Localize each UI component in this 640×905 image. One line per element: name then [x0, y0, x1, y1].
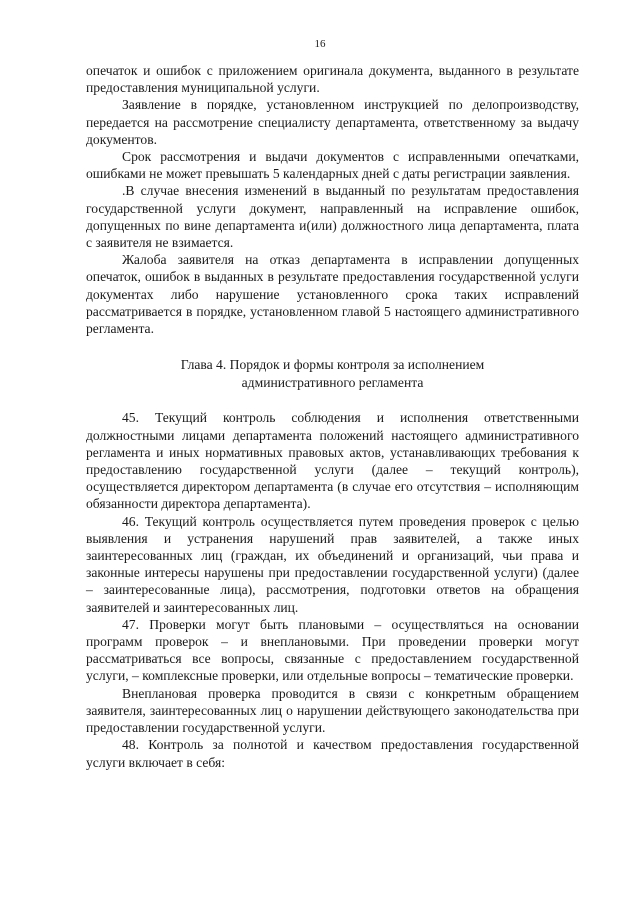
- paragraph: .В случае внесения изменений в выданный по результатам предоставления государственной услуги документ, направленный на исправление ошибок, допущенных по вине департамента и(или) должностного лица департамента, плата с заявителя не взимается.: [86, 183, 579, 251]
- chapter-heading-line: Глава 4. Порядок и формы контроля за исполнением: [180, 357, 485, 373]
- paragraph: Внеплановая проверка проводится в связи с конкретным обращением заявителя, заинтересованных лиц о нарушении действующего законодательства при предоставлении государственной услуги.: [86, 685, 579, 736]
- page-number: 16: [314, 38, 326, 50]
- paragraph: 46. Текущий контроль осуществляется путем проведения проверок с целью выявления и устранения нарушений прав заявителей, а также иных заинтересованных лиц (граждан, их объединений и организаций, чьи права и законные интересы нарушены при предоставлении государственной услуги) (далее – заинтересованные лица), рассмотрения, подготовки ответов на обращения заявителей и заинтересованных лиц.: [86, 513, 579, 615]
- paragraph: Жалоба заявителя на отказ департамента в исправлении допущенных опечаток, ошибок в выданных в результате предоставления государственной услуги документах либо нарушение установленного срока таких исправлений рассматривается в порядке, установленном главой 5 настоящего административного регламента.: [86, 252, 579, 337]
- paragraph: опечаток и ошибок с приложением оригинала документа, выданного в результате предоставления муниципальной услуги.: [86, 63, 579, 96]
- document-body: [86, 0, 579, 771]
- paragraph: Срок рассмотрения и выдачи документов с исправленными опечатками, ошибками не может превышать 5 календарных дней с даты регистрации заявления.: [86, 149, 579, 182]
- paragraph: 45. Текущий контроль соблюдения и исполнения ответственными должностными лицами департамента положений настоящего административного регламента и иных нормативных правовых актов, устанавливающих требования к предоставлению государственной услуги (далее – текущий контроль), осуществляется директором департамента (в случае его отсутствия – исполняющим обязанности директора департамента).: [86, 410, 579, 512]
- paragraph: Заявление в порядке, установленном инструкцией по делопроизводству, передается на рассмотрение специалисту департамента, ответственному за выдачу документов.: [86, 97, 579, 147]
- chapter-heading: [86, 356, 579, 391]
- chapter-heading-line: административного регламента: [241, 374, 424, 390]
- paragraph: 48. Контроль за полнотой и качеством предоставления государственной услуги включает в себя:: [86, 737, 579, 770]
- paragraph: 47. Проверки могут быть плановыми – осуществляться на основании программ проверок – и внеплановыми. При проведении проверки могут рассматриваться все вопросы, связанные с предоставлением государственной услуги, – комплексные проверки, или отдельные вопросы – тематические проверки.: [86, 616, 579, 684]
